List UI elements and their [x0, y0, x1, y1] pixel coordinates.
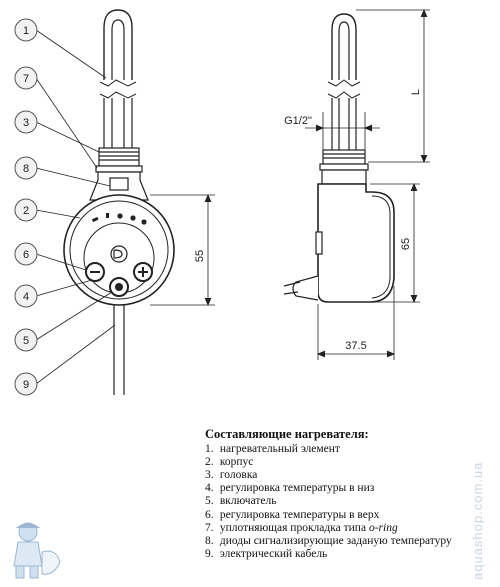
thread-label: G1/2" [284, 115, 312, 127]
legend-item: 6. регулировка температуры в верх [205, 508, 380, 521]
power-button-icon [110, 278, 128, 296]
legend-list [205, 443, 495, 561]
plumber-mascot-icon [6, 518, 66, 582]
legend-item: 4. регулировка температуры в низ [205, 482, 375, 495]
plus-button-icon [134, 263, 152, 281]
right-view [284, 14, 394, 302]
legend-item: 8. диоды сигнализирующие заданую температуру [205, 534, 452, 547]
dimension-width: 37.5 [345, 340, 367, 352]
legend-item: 1. нагревательный элемент [205, 443, 340, 456]
svg-text:9: 9 [22, 379, 30, 391]
dimension-right-height: 65 [400, 237, 412, 251]
callout-3 [15, 111, 37, 133]
svg-text:3: 3 [22, 117, 30, 129]
callout-9 [15, 373, 37, 395]
legend-item: 7. уплотняющая прокладка типа o-ring [205, 521, 398, 534]
legend-title: Составляющие нагревателя: [205, 427, 369, 441]
callout-5 [15, 329, 37, 351]
legend-item: 5. включатель [205, 495, 277, 508]
minus-button-icon [86, 263, 104, 281]
callouts [15, 19, 37, 395]
callout-1 [15, 19, 37, 41]
left-view [64, 10, 174, 305]
cable [114, 305, 124, 395]
watermark: aquashop.com.ua [470, 461, 485, 580]
dimension-L [356, 10, 430, 162]
svg-text:7: 7 [22, 73, 30, 85]
dimension-left-height: 55 [194, 249, 206, 263]
svg-text:5: 5 [22, 335, 30, 347]
callout-7 [15, 67, 37, 89]
callout-8 [15, 157, 37, 179]
svg-text:6: 6 [22, 249, 30, 261]
legend-item: 3. головка [205, 469, 258, 482]
svg-text:8: 8 [22, 163, 30, 175]
dimension-length: L [410, 88, 422, 96]
svg-text:2: 2 [22, 205, 30, 217]
legend-item: 2. корпус [205, 456, 254, 469]
callout-4 [15, 285, 37, 307]
callout-6 [15, 243, 37, 265]
svg-text:1: 1 [22, 25, 30, 37]
callout-2 [15, 199, 37, 221]
legend-item: 9. электрический кабель [205, 547, 328, 560]
svg-text:4: 4 [22, 291, 30, 303]
dimension-thread [305, 112, 380, 150]
components-legend [205, 428, 495, 561]
